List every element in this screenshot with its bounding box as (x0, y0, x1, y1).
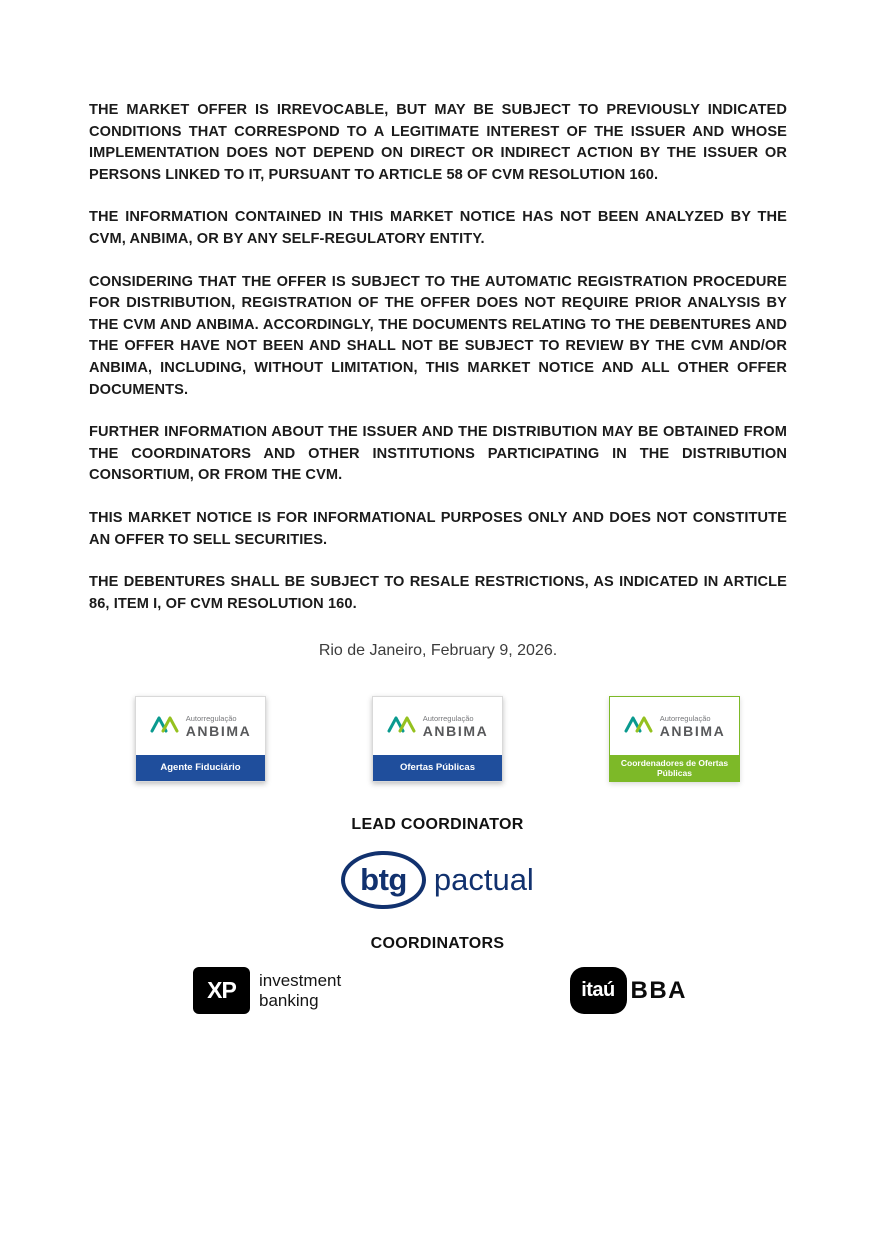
paragraph: THE DEBENTURES SHALL BE SUBJECT TO RESALE RESTRICTIONS, AS INDICATED IN ARTICLE 86, ITEM I, OF CVM RESOLUTION 160. (89, 574, 787, 612)
anbima-brand-large: ANBIMA (185, 723, 252, 740)
dateline: Rio de Janeiro, February 9, 2026. (318, 642, 558, 660)
anbima-brand (660, 715, 726, 739)
anbima-seal-agente-fiduciario (135, 696, 266, 782)
lead-coordinator-heading: LEAD COORDINATOR (351, 816, 524, 834)
paragraph: THE MARKET OFFER IS IRREVOCABLE, BUT MAY BE SUBJECT TO PREVIOUSLY INDICATED CONDITIONS THAT CORRESPOND TO A LEGITIMATE INTEREST OF THE ISSUER AND WHOSE IMPLEMENTATION DOES NOT DEPEND ON DIRECT OR INDIRECT ACTION BY THE ISSUER OR PERSONS LINKED TO IT, PURSUANT TO ARTICLE 58 OF CVM RESOLUTION 160. (89, 102, 787, 183)
itau-mark: itaú (570, 967, 627, 1014)
anbima-brand-large: ANBIMA (659, 723, 726, 740)
anbima-brand-small: Autorregulação (659, 713, 711, 723)
paragraph: THIS MARKET NOTICE IS FOR INFORMATIONAL PURPOSES ONLY AND DOES NOT CONSTITUTE AN OFFER TO SELL SECURITIES. (89, 509, 787, 548)
legal-text-block (89, 100, 787, 660)
xp-mark: XP (193, 967, 250, 1014)
anbima-brand-large: ANBIMA (422, 723, 489, 740)
seal-band-label: Ofertas Públicas (373, 755, 502, 781)
anbima-seal-header (373, 697, 502, 755)
xp-wordmark-line1: investment (259, 970, 342, 990)
xp-wordmark-line2: banking (259, 990, 319, 1010)
anbima-seal-coordenadores (609, 696, 740, 782)
btg-pactual-logo (0, 851, 875, 909)
anbima-seal-header (136, 697, 265, 755)
anbima-m-icon (150, 714, 180, 739)
coordinators-logos-row (89, 967, 787, 1014)
paragraph: FURTHER INFORMATION ABOUT THE ISSUER AND THE DISTRIBUTION MAY BE OBTAINED FROM THE COORDINATORS AND OTHER INSTITUTIONS PARTICIPATING IN THE DISTRIBUTION CONSORTIUM, OR FROM THE CVM. (89, 424, 787, 484)
paragraph: THE INFORMATION CONTAINED IN THIS MARKET NOTICE HAS NOT BEEN ANALYZED BY THE CVM, ANBIMA, OR BY ANY SELF-REGULATORY ENTITY. (89, 209, 787, 247)
itau-bba-logo (570, 967, 688, 1014)
anbima-brand (186, 715, 252, 739)
anbima-brand (423, 715, 489, 739)
itau-bba-wordmark: BBA (630, 976, 687, 1004)
btg-wordmark: pactual (433, 862, 534, 898)
anbima-m-icon (387, 714, 417, 739)
xp-investment-banking-logo (193, 967, 341, 1014)
anbima-m-icon (624, 714, 654, 739)
btg-ellipse-mark: btg (341, 851, 426, 909)
anbima-seals-row (0, 696, 875, 782)
anbima-seal-header (610, 697, 739, 755)
seal-band-label: Coordenadores de Ofertas Públicas (610, 755, 739, 781)
coordinators-heading: COORDINATORS (370, 935, 505, 953)
xp-wordmark (259, 971, 341, 1011)
anbima-brand-small: Autorregulação (185, 713, 237, 723)
anbima-seal-ofertas-publicas (372, 696, 503, 782)
paragraph: CONSIDERING THAT THE OFFER IS SUBJECT TO THE AUTOMATIC REGISTRATION PROCEDURE FOR DISTRIBUTION, REGISTRATION OF THE OFFER DOES NOT REQUIRE PRIOR ANALYSIS BY THE CVM AND ANBIMA. ACCORDINGLY, THE DOCUMENTS RELATING TO THE DEBENTURES AND THE OFFER HAVE NOT BEEN AND SHALL NOT BE SUBJECT TO REVIEW BY THE CVM AND/OR ANBIMA, INCLUDING, WITHOUT LIMITATION, THIS MARKET NOTICE AND ALL OTHER OFFER DOCUMENTS. (89, 273, 787, 398)
anbima-brand-small: Autorregulação (422, 713, 474, 723)
seal-band-label: Agente Fiduciário (136, 755, 265, 781)
